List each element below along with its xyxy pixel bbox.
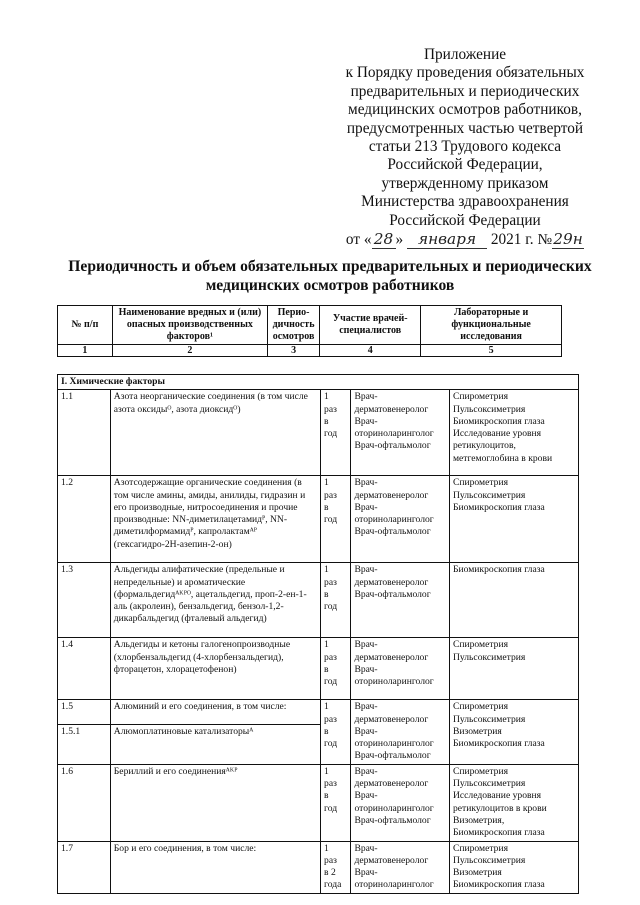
- header-number: № п/п: [58, 306, 113, 345]
- factor-name: Алюминий и его соединения, в том числе:: [110, 700, 320, 725]
- section-heading: I. Химические факторы: [58, 375, 579, 390]
- table-row: [58, 638, 579, 700]
- doctors: Врач- дерматовенеролог Врач-офтальмолог: [351, 563, 450, 638]
- periodicity: 1 раз в год: [321, 563, 351, 638]
- handwritten-order-number: 29н: [553, 230, 583, 249]
- header-numbers-row: [58, 345, 562, 357]
- periodicity: 1 раз в год: [321, 700, 351, 764]
- row-number: 1.3: [58, 563, 111, 638]
- table-row: [58, 764, 579, 841]
- date-year: 2021 г.: [490, 231, 534, 249]
- appendix-line: утвержденному приказом: [381, 174, 549, 192]
- doctors: Врач- дерматовенеролог Врач- оториноларинголог: [351, 638, 450, 700]
- column-header-table: [57, 305, 562, 357]
- appendix-line: Министерства здравоохранения: [361, 193, 569, 211]
- factor-name: Альдегиды алифатические (предельные и непредельные) и ароматические (формальдегидᴬᴷᴾᴼ, ацетальдегид, проп-2-ен-1-аль (акролеин), бензальдегид, бензол-1,2-дикарбальдегид (фталевый альдегид): [110, 563, 320, 638]
- factor-name: Бор и его соединения, в том числе:: [110, 841, 320, 893]
- sub-factor-name: Алюмоплатиновые катализаторыᴬ: [110, 725, 320, 765]
- periodicity: 1 раз в год: [321, 390, 351, 476]
- doctors: Врач- дерматовенеролог Врач- оториноларинголог: [351, 841, 450, 893]
- header-col-number: 2: [112, 345, 267, 357]
- doctors: Врач- дерматовенеролог Врач- оториноларинголог Врач-офтальмолог: [351, 700, 450, 764]
- lab-tests: Спирометрия Пульсоксиметрия Визометрия Биомикроскопия глаза: [449, 841, 578, 893]
- section-row: [58, 375, 579, 390]
- handwritten-month: января: [407, 230, 487, 249]
- table-row: [58, 841, 579, 893]
- lab-tests: Спирометрия Пульсоксиметрия Исследование уровня ретикулоцитов в крови Визометрия, Биомикроскопия глаза: [449, 764, 578, 841]
- appendix-line: Приложение: [423, 46, 507, 63]
- appendix-line: к Порядку проведения обязательных: [345, 64, 585, 82]
- doctors: Врач- дерматовенеролог Врач- оториноларинголог Врач-офтальмолог: [351, 390, 450, 476]
- number-sign: №: [537, 231, 553, 249]
- header-col-number: 5: [421, 345, 562, 357]
- appendix-line: медицинских осмотров работников,: [348, 101, 582, 119]
- appendix-block: [300, 46, 630, 249]
- header-col-number: 4: [320, 345, 421, 357]
- lab-tests: Спирометрия Пульсоксиметрия: [449, 638, 578, 700]
- header-row: [58, 306, 562, 345]
- row-number: 1.2: [58, 476, 111, 563]
- doctors: Врач- дерматовенеролог Врач- оториноларинголог Врач-офтальмолог: [351, 476, 450, 563]
- table-row: [58, 476, 579, 563]
- table-row: [58, 700, 579, 725]
- factor-name: Альдегиды и кетоны галогенопроизводные (хлорбензальдегид (4-хлорбензальдегид), фторацетон, хлорацетофенон): [110, 638, 320, 700]
- factor-name: Бериллий и его соединенияᴬᴷᴾ: [110, 764, 320, 841]
- row-number: 1.1: [58, 390, 111, 476]
- date-mid: »: [395, 231, 404, 249]
- header-col-number: 1: [58, 345, 113, 357]
- date-prefix: от «: [345, 231, 372, 249]
- lab-tests: Биомикроскопия глаза: [449, 563, 578, 638]
- lab-tests: Спирометрия Пульсоксиметрия Визометрия Биомикроскопия глаза: [449, 700, 578, 764]
- row-number: 1.7: [58, 841, 111, 893]
- appendix-line: Российской Федерации: [389, 211, 541, 229]
- periodicity: 1 раз в год: [321, 638, 351, 700]
- table-row: [58, 390, 579, 476]
- header-doctors: Участие врачей-специалистов: [320, 306, 421, 345]
- handwritten-day: 28: [372, 230, 396, 249]
- header-factor-name: Наименование вредных и (или) опасных производственных факторов¹: [112, 306, 267, 345]
- sub-row-number: 1.5.1: [58, 725, 111, 765]
- table-row: [58, 563, 579, 638]
- factors-table: [57, 374, 579, 894]
- appendix-line: статьи 213 Трудового кодекса: [368, 138, 562, 156]
- row-number: 1.5: [58, 700, 111, 725]
- lab-tests: Спирометрия Пульсоксиметрия Биомикроскопия глаза: [449, 476, 578, 563]
- periodicity: 1 раз в год: [321, 764, 351, 841]
- document-title: Периодичность и объем обязательных предварительных и периодических медицинских осмотров работников: [68, 258, 592, 294]
- lab-tests: Спирометрия Пульсоксиметрия Биомикроскопия глаза Исследование уровня ретикулоцитов, метгемоглобина в крови: [449, 390, 578, 476]
- order-date-line: [300, 230, 630, 249]
- periodicity: 1 раз в 2 года: [321, 841, 351, 893]
- header-col-number: 3: [267, 345, 319, 357]
- header-periodicity: Перио-дичность осмотров: [267, 306, 319, 345]
- periodicity: 1 раз в год: [321, 476, 351, 563]
- appendix-line: предварительных и периодических: [350, 82, 580, 100]
- row-number: 1.4: [58, 638, 111, 700]
- factor-name: Азота неорганические соединения (в том числе азота оксидыᴼ, азота диоксидᴼ): [110, 390, 320, 476]
- appendix-line: Российской Федерации,: [387, 156, 543, 174]
- header-tests: Лабораторные и функциональные исследования: [421, 306, 562, 345]
- row-number: 1.6: [58, 764, 111, 841]
- appendix-line: предусмотренных частью четвертой: [346, 119, 584, 137]
- factor-name: Азотсодержащие органические соединения (в том числе амины, амиды, анилиды, гидразин и его производные, нитросоединения и прочие производные: NN-диметилацетамидᴾ, NN-диметилформамидᴾ, капролактамᴬᴾ (гексагидро-2Н-азепин-2-он): [110, 476, 320, 563]
- doctors: Врач- дерматовенеролог Врач- оториноларинголог Врач-офтальмолог: [351, 764, 450, 841]
